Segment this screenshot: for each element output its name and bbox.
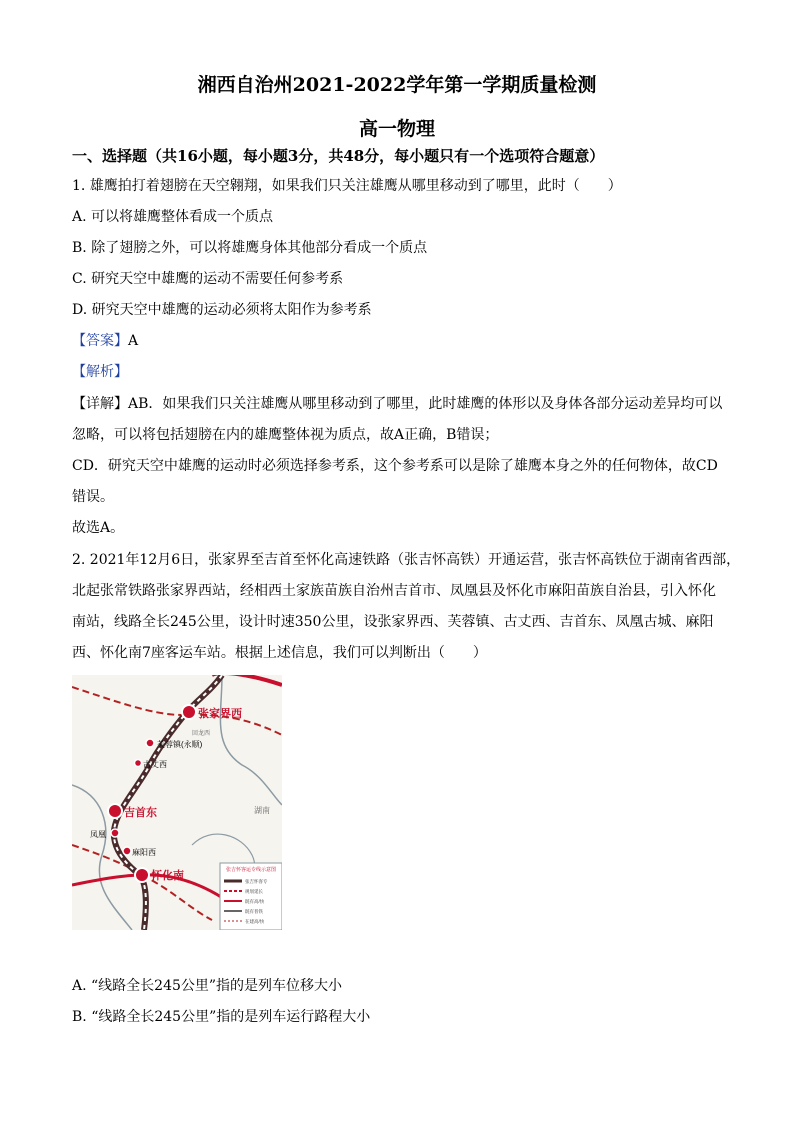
railway-map <box>72 675 282 930</box>
exam-subject: 高一物理 <box>358 118 435 140</box>
answer-value: A <box>128 333 139 349</box>
section-heading: 一、选择题（共16小题，每小题3分，共48分，每小题只有一个选项符合题意） <box>72 147 605 165</box>
legend-item: 既有普铁 <box>245 909 263 914</box>
detail-line-5: 故选A。 <box>72 520 125 536</box>
question-1-stem: 1. 雄鹰拍打着翅膀在天空翱翔，如果我们只关注雄鹰从哪里移动到了哪里，此时（ ） <box>72 178 622 194</box>
station-mayangxi <box>123 847 156 857</box>
legend-title: 张吉怀客运专线示意图 <box>225 867 277 873</box>
legend-item: 既有高/快 <box>245 899 265 904</box>
minor-label: 回龙西 <box>192 731 211 737</box>
question-2-line-4: 西、怀化南7座客运车站。根据上述信息，我们可以判断出（ ） <box>72 645 487 661</box>
question-2-line-3: 南站，线路全长245公里，设计时速350公里，设张家界西、芙蓉镇、古丈西、吉首东、凤凰古城、麻阳 <box>72 614 714 630</box>
answer-label: 【答案】 <box>72 333 128 349</box>
question-2-line-1: 2. 2021年12月6日，张家界至吉首至怀化高速铁路（张吉怀高铁）开通运营，张吉怀高铁位于湖南省西部， <box>72 552 741 568</box>
legend-item: 在建高/快 <box>245 919 265 924</box>
q1-option-d: D. 研究天空中雄鹰的运动必须将太阳作为参考系 <box>72 302 372 318</box>
station-label: 吉首东 <box>124 807 157 819</box>
station-label: 芙蓉镇(永顺) <box>157 740 203 749</box>
q1-option-a: A. 可以将雄鹰整体看成一个质点 <box>72 209 274 225</box>
station-label: 古丈西 <box>143 760 167 769</box>
map-legend <box>220 863 282 930</box>
detail-line-2: 忽略，可以将包括翅膀在内的雄鹰整体视为质点，故A正确，B错误； <box>72 427 499 443</box>
q1-option-b: B. 除了翅膀之外，可以将雄鹰身体其他部分看成一个质点 <box>72 240 428 256</box>
question-2-line-2: 北起张常铁路张家界西站，经相西土家族苗族自治州吉首市、凤凰县及怀化市麻阳苗族自治县，引入怀化 <box>72 583 716 599</box>
legend-item: 张吉怀客专 <box>245 879 268 884</box>
region-label: 湖南 <box>254 806 270 815</box>
q2-option-b: B. “线路全长245公里”指的是列车运行路程大小 <box>72 1009 371 1025</box>
detail-line-1 <box>72 395 722 413</box>
detail-text: AB．如果我们只关注雄鹰从哪里移动到了哪里，此时雄鹰的体形以及身体各部分运动差异均可以 <box>128 396 723 412</box>
station-label: 怀化南 <box>151 870 184 882</box>
legend-item: 规划延长 <box>245 889 263 894</box>
answer-row <box>72 332 138 350</box>
detail-line-3: CD．研究天空中雄鹰的运动时必须选择参考系，这个参考系可以是除了雄鹰本身之外的任何物体，故CD <box>72 458 718 474</box>
station-label: 麻阳西 <box>132 848 156 857</box>
q2-option-a: A. “线路全长245公里”指的是列车位移大小 <box>72 978 343 994</box>
station-label: 凤凰 <box>90 830 106 839</box>
station-zhangjiajiexi <box>182 705 242 720</box>
station-huaihuanan <box>135 868 184 882</box>
analysis-label: 【解析】 <box>72 364 128 380</box>
detail-label: 【详解】 <box>72 396 128 412</box>
detail-line-4: 错误。 <box>72 489 114 505</box>
station-jishoudong <box>108 804 157 819</box>
q1-option-c: C. 研究天空中雄鹰的运动不需要任何参考系 <box>72 271 344 287</box>
station-fenghuang <box>90 829 119 839</box>
station-label: 张家界西 <box>198 708 242 720</box>
exam-title: 湘西自治州2021-2022学年第一学期质量检测 <box>197 74 597 96</box>
